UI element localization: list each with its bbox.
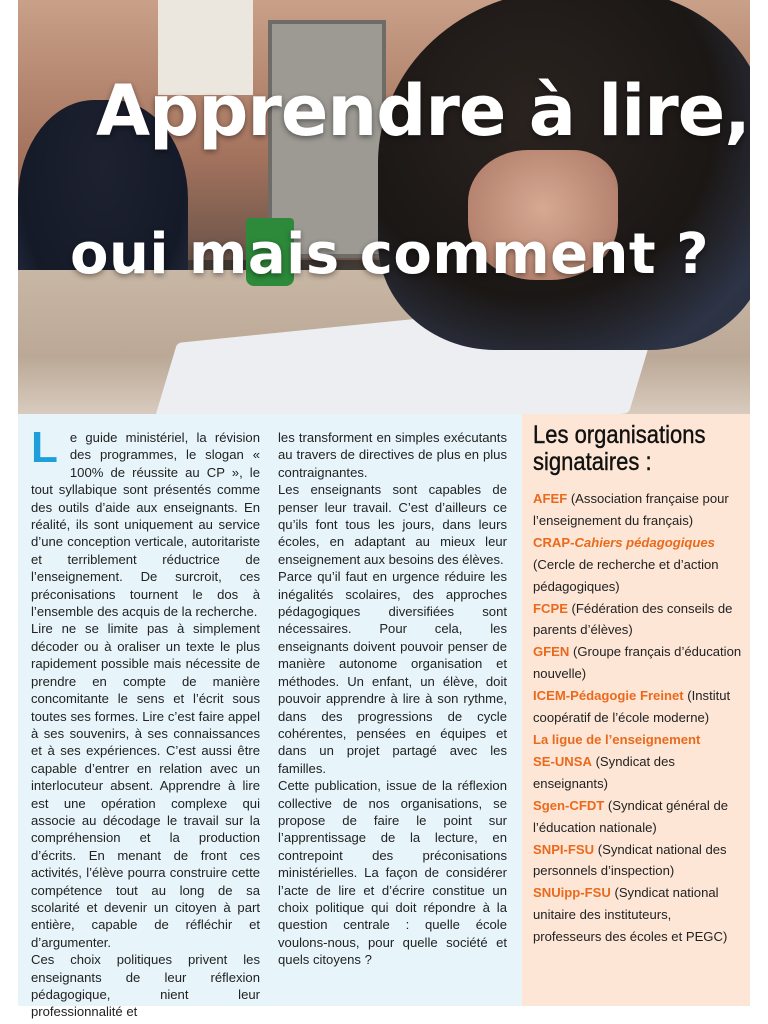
- article-paragraph: Les enseignants sont capables de penser leur travail. C’est d’ailleurs ce qu’ils font tous les jours, dans leurs écoles, en adaptant au mieux leur enseignement aux besoins des élèves.: [278, 482, 507, 567]
- org-sgen-cfdt: Sgen-CFDT (Syndicat général de l’éducation nationale): [533, 797, 729, 835]
- article-paragraph: Ces choix politiques privent les enseignants de leur réflexion pédagogique, nient leur professionnalité et: [31, 952, 260, 1020]
- article-paragraph: Parce qu’il faut en urgence réduire les inégalités scolaires, des approches pédagogiques diversifiées sont nécessaires. Pour cela, les enseignants doivent pouvoir penser de manière autonome organisation et méthodes. Un enfant, un élève, doit pouvoir apprendre à lire à son rythme, dans des progressions de cycle cohérentes, pensées en équipes et dans un projet partagé avec les familles.: [278, 569, 507, 776]
- org-snuipp-fsu: SNUipp-FSU (Syndicat national unitaire des instituteurs, professeurs des écoles et PEGC): [533, 885, 728, 945]
- article-paragraph: les transforment en simples exécutants au travers de directives de plus en plus contraignantes.: [278, 430, 507, 480]
- organization-list: [533, 488, 743, 948]
- page-title-line2: oui mais comment ?: [70, 222, 710, 287]
- article-column-1: [31, 423, 260, 1021]
- article-paragraph: Le guide ministériel, la révision des programmes, le slogan « 100% de réussite au CP », le tout syllabique sont présentés comme des outils d’aide aux enseignants. En réalité, ils sont uniquement au service d’une conception verticale, autoritariste et terriblement réductrice de l’enseignement. De surcroit, ces préconisations tournent le dos à l’ensemble des acquis de la recherche.: [31, 423, 260, 620]
- org-snpi-fsu: SNPI-FSU (Syndicat national des personnels d’inspection): [533, 841, 727, 879]
- signatories-sidebar: [522, 414, 750, 1006]
- article-paragraph: Cette publication, issue de la réflexion collective de nos organisations, se propose de faire le point sur l’apprentissage de la lecture, en contrepoint des préconisations ministérielles. La façon de considérer l’acte de lire et d’écrire constitue un choix politique qui doit répondre à la question centrale : quelle école voulons-nous, pour quelle société et quels citoyens ?: [278, 778, 507, 968]
- article-paragraph: Lire ne se limite pas à simplement décoder ou à oraliser un texte le plus rapidement possible mais nécessite de prendre en compte de manière concomitante le sens et l’écrit sous toutes ses formes. Lire c’est faire appel à ses souvenirs, à ses connaissances et à ses expériences. C’est aussi être capable d’entrer en relation avec un interlocuteur absent. Apprendre à lire est une opération complexe qui associe au décodage le travail sur la compréhension et la production d’écrits. En menant de front ces activités, l’élève pourra construire cette compétence tout au long de sa scolarité et devenir un citoyen à part entière, capable de réfléchir et d’argumenter.: [31, 621, 260, 950]
- sidebar-heading: Les organisations signataires :: [533, 421, 706, 476]
- org-gfen: GFEN (Groupe français d’éducation nouvelle): [533, 644, 742, 682]
- article-column-2: [278, 429, 507, 969]
- hero-photo: [18, 0, 750, 414]
- org-se-unsa: SE-UNSA (Syndicat des enseignants): [533, 753, 675, 791]
- drop-cap: L: [31, 423, 58, 472]
- page-title-line1: Apprendre à lire,: [96, 70, 750, 152]
- org-fcpe: FCPE (Fédération des conseils de parents d’élèves): [533, 600, 733, 638]
- article-body: [18, 414, 522, 1020]
- org-ligue: La ligue de l’enseignement: [533, 731, 701, 747]
- org-icem: ICEM-Pédagogie Freinet (Institut coopératif de l’école moderne): [533, 688, 731, 726]
- org-crap: CRAP-Cahiers pédagogiques (Cercle de recherche et d’action pédagogiques): [533, 534, 719, 594]
- org-afef: AFEF (Association française pour l’enseignement du français): [533, 491, 729, 528]
